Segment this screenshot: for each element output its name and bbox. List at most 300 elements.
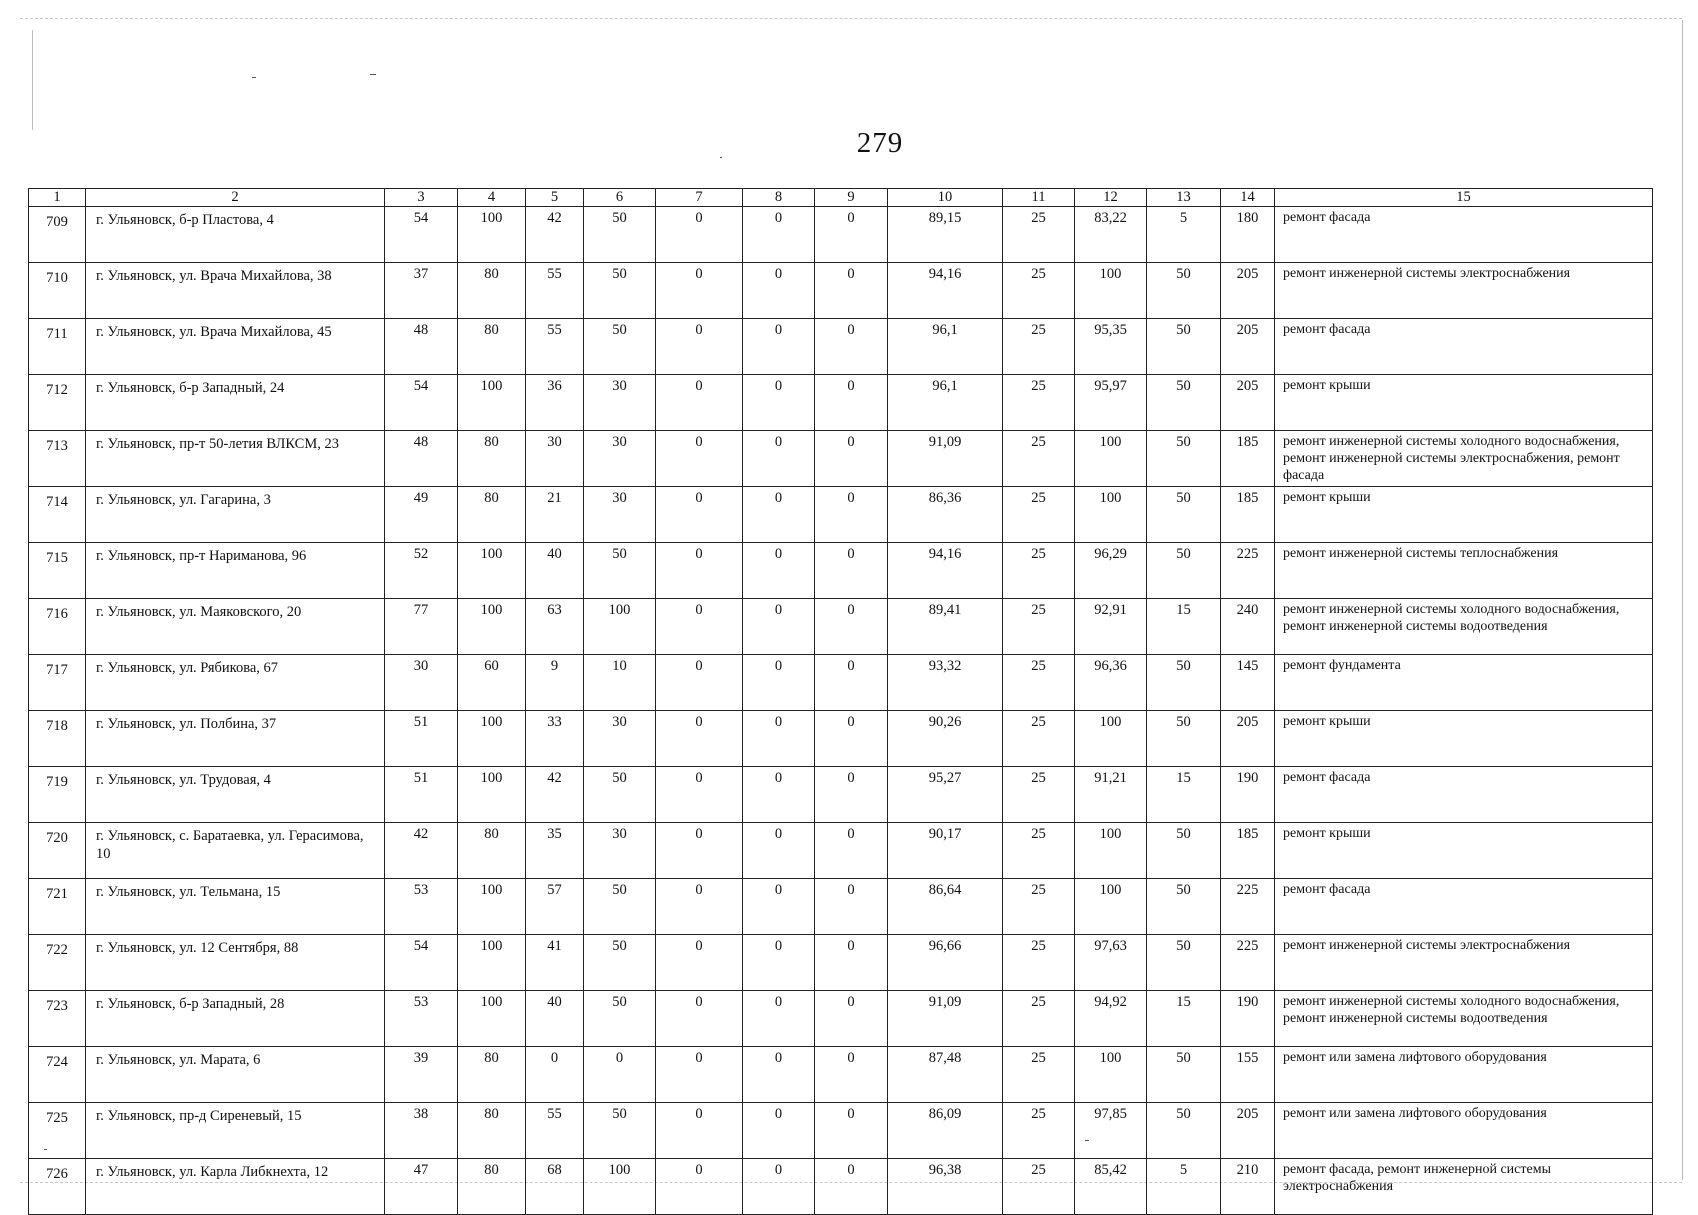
row-number-cell: 713 xyxy=(29,431,86,487)
value-cell-c6: 100 xyxy=(584,599,656,655)
column-header: 5 xyxy=(526,189,584,207)
value-cell-c14: 225 xyxy=(1221,935,1275,991)
value-cell-c11: 25 xyxy=(1003,655,1075,711)
work-type-cell: ремонт фасада xyxy=(1275,207,1653,263)
address-cell: г. Ульяновск, пр-т 50-летия ВЛКСМ, 23 xyxy=(86,431,385,487)
value-cell-c3: 47 xyxy=(385,1159,458,1215)
value-cell-c5: 9 xyxy=(526,655,584,711)
address-cell: г. Ульяновск, ул. Трудовая, 4 xyxy=(86,767,385,823)
value-cell-c14: 155 xyxy=(1221,1047,1275,1103)
value-cell-c10: 96,66 xyxy=(888,935,1003,991)
value-cell-c6: 50 xyxy=(584,263,656,319)
column-header: 13 xyxy=(1147,189,1221,207)
value-cell-c12: 83,22 xyxy=(1075,207,1147,263)
value-cell-c13: 50 xyxy=(1147,487,1221,543)
value-cell-c5: 33 xyxy=(526,711,584,767)
value-cell-c9: 0 xyxy=(815,1159,888,1215)
value-cell-c9: 0 xyxy=(815,319,888,375)
value-cell-c14: 225 xyxy=(1221,879,1275,935)
value-cell-c11: 25 xyxy=(1003,599,1075,655)
value-cell-c4: 80 xyxy=(458,1159,526,1215)
value-cell-c14: 180 xyxy=(1221,207,1275,263)
value-cell-c5: 55 xyxy=(526,1103,584,1159)
value-cell-c7: 0 xyxy=(656,207,743,263)
value-cell-c4: 80 xyxy=(458,1103,526,1159)
work-type-cell: ремонт фасада xyxy=(1275,879,1653,935)
value-cell-c8: 0 xyxy=(743,655,815,711)
value-cell-c14: 185 xyxy=(1221,431,1275,487)
value-cell-c8: 0 xyxy=(743,319,815,375)
table-row xyxy=(29,991,1653,1047)
value-cell-c5: 63 xyxy=(526,599,584,655)
page-number: 279 xyxy=(856,127,904,159)
value-cell-c13: 15 xyxy=(1147,991,1221,1047)
address-cell: г. Ульяновск, ул. Маяковского, 20 xyxy=(86,599,385,655)
value-cell-c9: 0 xyxy=(815,1047,888,1103)
address-cell: г. Ульяновск, ул. Карла Либкнехта, 12 xyxy=(86,1159,385,1215)
value-cell-c6: 30 xyxy=(584,823,656,879)
value-cell-c13: 5 xyxy=(1147,1159,1221,1215)
value-cell-c11: 25 xyxy=(1003,543,1075,599)
value-cell-c7: 0 xyxy=(656,263,743,319)
value-cell-c10: 86,36 xyxy=(888,487,1003,543)
value-cell-c14: 205 xyxy=(1221,711,1275,767)
value-cell-c6: 30 xyxy=(584,431,656,487)
address-cell: г. Ульяновск, ул. 12 Сентября, 88 xyxy=(86,935,385,991)
address-cell: г. Ульяновск, б-р Пластова, 4 xyxy=(86,207,385,263)
address-cell: г. Ульяновск, с. Баратаевка, ул. Герасимова, 10 xyxy=(86,823,385,879)
column-header: 4 xyxy=(458,189,526,207)
row-number-cell: 710 xyxy=(29,263,86,319)
value-cell-c13: 5 xyxy=(1147,207,1221,263)
value-cell-c3: 48 xyxy=(385,431,458,487)
data-table xyxy=(28,188,1653,1215)
value-cell-c9: 0 xyxy=(815,711,888,767)
row-number-cell: 725 xyxy=(29,1103,86,1159)
table-row xyxy=(29,263,1653,319)
value-cell-c5: 21 xyxy=(526,487,584,543)
value-cell-c11: 25 xyxy=(1003,375,1075,431)
value-cell-c12: 96,36 xyxy=(1075,655,1147,711)
value-cell-c13: 50 xyxy=(1147,935,1221,991)
value-cell-c7: 0 xyxy=(656,879,743,935)
scan-speck xyxy=(252,77,256,78)
value-cell-c6: 0 xyxy=(584,1047,656,1103)
value-cell-c8: 0 xyxy=(743,375,815,431)
value-cell-c11: 25 xyxy=(1003,711,1075,767)
value-cell-c10: 90,26 xyxy=(888,711,1003,767)
row-number-cell: 715 xyxy=(29,543,86,599)
table-row xyxy=(29,935,1653,991)
page-border-right xyxy=(1682,20,1683,1180)
row-number-cell: 721 xyxy=(29,879,86,935)
value-cell-c12: 96,29 xyxy=(1075,543,1147,599)
value-cell-c4: 100 xyxy=(458,935,526,991)
value-cell-c8: 0 xyxy=(743,879,815,935)
value-cell-c4: 100 xyxy=(458,543,526,599)
value-cell-c11: 25 xyxy=(1003,1103,1075,1159)
value-cell-c12: 95,97 xyxy=(1075,375,1147,431)
value-cell-c4: 100 xyxy=(458,375,526,431)
value-cell-c11: 25 xyxy=(1003,935,1075,991)
value-cell-c8: 0 xyxy=(743,991,815,1047)
value-cell-c8: 0 xyxy=(743,1159,815,1215)
value-cell-c14: 205 xyxy=(1221,375,1275,431)
column-header: 8 xyxy=(743,189,815,207)
table-row xyxy=(29,823,1653,879)
row-number-cell: 720 xyxy=(29,823,86,879)
value-cell-c8: 0 xyxy=(743,1103,815,1159)
value-cell-c12: 100 xyxy=(1075,1047,1147,1103)
value-cell-c14: 205 xyxy=(1221,263,1275,319)
value-cell-c7: 0 xyxy=(656,711,743,767)
column-header: 12 xyxy=(1075,189,1147,207)
value-cell-c14: 145 xyxy=(1221,655,1275,711)
work-type-cell: ремонт крыши xyxy=(1275,375,1653,431)
value-cell-c12: 97,85 xyxy=(1075,1103,1147,1159)
value-cell-c10: 95,27 xyxy=(888,767,1003,823)
column-header: 2 xyxy=(86,189,385,207)
value-cell-c3: 38 xyxy=(385,1103,458,1159)
scan-speck xyxy=(370,74,376,75)
value-cell-c3: 49 xyxy=(385,487,458,543)
value-cell-c3: 53 xyxy=(385,991,458,1047)
value-cell-c11: 25 xyxy=(1003,319,1075,375)
value-cell-c3: 54 xyxy=(385,935,458,991)
value-cell-c12: 97,63 xyxy=(1075,935,1147,991)
value-cell-c8: 0 xyxy=(743,543,815,599)
value-cell-c10: 93,32 xyxy=(888,655,1003,711)
value-cell-c7: 0 xyxy=(656,823,743,879)
value-cell-c5: 57 xyxy=(526,879,584,935)
value-cell-c5: 40 xyxy=(526,991,584,1047)
value-cell-c14: 205 xyxy=(1221,319,1275,375)
value-cell-c5: 35 xyxy=(526,823,584,879)
page-border-top xyxy=(20,18,1682,19)
value-cell-c6: 50 xyxy=(584,879,656,935)
address-cell: г. Ульяновск, ул. Полбина, 37 xyxy=(86,711,385,767)
value-cell-c14: 210 xyxy=(1221,1159,1275,1215)
work-type-cell: ремонт инженерной системы холодного водоснабжения, ремонт инженерной системы водоотведения xyxy=(1275,599,1653,655)
table-row xyxy=(29,1159,1653,1215)
work-type-cell: ремонт или замена лифтового оборудования xyxy=(1275,1047,1653,1103)
work-type-cell: ремонт крыши xyxy=(1275,487,1653,543)
value-cell-c6: 50 xyxy=(584,319,656,375)
value-cell-c14: 225 xyxy=(1221,543,1275,599)
value-cell-c9: 0 xyxy=(815,431,888,487)
value-cell-c11: 25 xyxy=(1003,991,1075,1047)
value-cell-c9: 0 xyxy=(815,991,888,1047)
value-cell-c14: 205 xyxy=(1221,1103,1275,1159)
value-cell-c13: 15 xyxy=(1147,767,1221,823)
value-cell-c9: 0 xyxy=(815,375,888,431)
row-number-cell: 716 xyxy=(29,599,86,655)
page-border-left xyxy=(32,30,33,130)
value-cell-c10: 96,1 xyxy=(888,375,1003,431)
value-cell-c9: 0 xyxy=(815,655,888,711)
column-header: 9 xyxy=(815,189,888,207)
table-header-row xyxy=(29,189,1653,207)
value-cell-c13: 50 xyxy=(1147,263,1221,319)
value-cell-c4: 100 xyxy=(458,991,526,1047)
value-cell-c13: 50 xyxy=(1147,543,1221,599)
value-cell-c4: 100 xyxy=(458,879,526,935)
value-cell-c3: 42 xyxy=(385,823,458,879)
value-cell-c7: 0 xyxy=(656,1159,743,1215)
value-cell-c10: 94,16 xyxy=(888,543,1003,599)
table-row xyxy=(29,1103,1653,1159)
value-cell-c9: 0 xyxy=(815,207,888,263)
address-cell: г. Ульяновск, пр-д Сиреневый, 15 xyxy=(86,1103,385,1159)
value-cell-c12: 100 xyxy=(1075,711,1147,767)
value-cell-c10: 89,41 xyxy=(888,599,1003,655)
value-cell-c3: 39 xyxy=(385,1047,458,1103)
address-cell: г. Ульяновск, ул. Марата, 6 xyxy=(86,1047,385,1103)
value-cell-c7: 0 xyxy=(656,375,743,431)
value-cell-c6: 50 xyxy=(584,1103,656,1159)
value-cell-c4: 100 xyxy=(458,711,526,767)
value-cell-c10: 89,15 xyxy=(888,207,1003,263)
value-cell-c12: 94,92 xyxy=(1075,991,1147,1047)
row-number-cell: 712 xyxy=(29,375,86,431)
address-cell: г. Ульяновск, б-р Западный, 28 xyxy=(86,991,385,1047)
value-cell-c3: 52 xyxy=(385,543,458,599)
value-cell-c13: 50 xyxy=(1147,1047,1221,1103)
value-cell-c3: 48 xyxy=(385,319,458,375)
table-row xyxy=(29,599,1653,655)
table-row xyxy=(29,655,1653,711)
value-cell-c13: 50 xyxy=(1147,711,1221,767)
value-cell-c6: 50 xyxy=(584,767,656,823)
column-header: 6 xyxy=(584,189,656,207)
value-cell-c3: 54 xyxy=(385,207,458,263)
value-cell-c5: 41 xyxy=(526,935,584,991)
value-cell-c6: 50 xyxy=(584,207,656,263)
value-cell-c4: 80 xyxy=(458,319,526,375)
value-cell-c8: 0 xyxy=(743,1047,815,1103)
value-cell-c13: 50 xyxy=(1147,823,1221,879)
value-cell-c3: 51 xyxy=(385,711,458,767)
column-header: 11 xyxy=(1003,189,1075,207)
value-cell-c4: 80 xyxy=(458,431,526,487)
row-number-cell: 714 xyxy=(29,487,86,543)
value-cell-c5: 40 xyxy=(526,543,584,599)
value-cell-c4: 100 xyxy=(458,207,526,263)
value-cell-c3: 51 xyxy=(385,767,458,823)
value-cell-c11: 25 xyxy=(1003,1047,1075,1103)
value-cell-c5: 42 xyxy=(526,767,584,823)
value-cell-c12: 92,91 xyxy=(1075,599,1147,655)
table-row xyxy=(29,487,1653,543)
work-type-cell: ремонт фундамента xyxy=(1275,655,1653,711)
value-cell-c12: 95,35 xyxy=(1075,319,1147,375)
value-cell-c5: 0 xyxy=(526,1047,584,1103)
value-cell-c9: 0 xyxy=(815,599,888,655)
row-number-cell: 717 xyxy=(29,655,86,711)
value-cell-c5: 55 xyxy=(526,263,584,319)
value-cell-c11: 25 xyxy=(1003,207,1075,263)
value-cell-c3: 53 xyxy=(385,879,458,935)
value-cell-c8: 0 xyxy=(743,767,815,823)
value-cell-c13: 50 xyxy=(1147,375,1221,431)
column-header: 15 xyxy=(1275,189,1653,207)
value-cell-c8: 0 xyxy=(743,431,815,487)
table-row xyxy=(29,879,1653,935)
row-number-cell: 724 xyxy=(29,1047,86,1103)
value-cell-c6: 100 xyxy=(584,1159,656,1215)
row-number-cell: 709 xyxy=(29,207,86,263)
value-cell-c4: 60 xyxy=(458,655,526,711)
row-number-cell: 726 xyxy=(29,1159,86,1215)
value-cell-c10: 90,17 xyxy=(888,823,1003,879)
row-number-cell: 722 xyxy=(29,935,86,991)
address-cell: г. Ульяновск, пр-т Нариманова, 96 xyxy=(86,543,385,599)
value-cell-c12: 100 xyxy=(1075,823,1147,879)
table-row xyxy=(29,375,1653,431)
value-cell-c10: 87,48 xyxy=(888,1047,1003,1103)
value-cell-c11: 25 xyxy=(1003,767,1075,823)
value-cell-c13: 50 xyxy=(1147,431,1221,487)
value-cell-c8: 0 xyxy=(743,263,815,319)
value-cell-c5: 68 xyxy=(526,1159,584,1215)
value-cell-c10: 91,09 xyxy=(888,991,1003,1047)
value-cell-c6: 50 xyxy=(584,543,656,599)
work-type-cell: ремонт крыши xyxy=(1275,823,1653,879)
value-cell-c7: 0 xyxy=(656,599,743,655)
value-cell-c11: 25 xyxy=(1003,879,1075,935)
column-header: 3 xyxy=(385,189,458,207)
value-cell-c4: 80 xyxy=(458,487,526,543)
address-cell: г. Ульяновск, ул. Врача Михайлова, 38 xyxy=(86,263,385,319)
value-cell-c9: 0 xyxy=(815,935,888,991)
table-row xyxy=(29,711,1653,767)
value-cell-c10: 96,1 xyxy=(888,319,1003,375)
value-cell-c12: 100 xyxy=(1075,263,1147,319)
value-cell-c9: 0 xyxy=(815,1103,888,1159)
value-cell-c10: 86,09 xyxy=(888,1103,1003,1159)
value-cell-c14: 240 xyxy=(1221,599,1275,655)
value-cell-c10: 86,64 xyxy=(888,879,1003,935)
value-cell-c14: 190 xyxy=(1221,991,1275,1047)
value-cell-c10: 91,09 xyxy=(888,431,1003,487)
value-cell-c10: 94,16 xyxy=(888,263,1003,319)
value-cell-c12: 100 xyxy=(1075,487,1147,543)
work-type-cell: ремонт крыши xyxy=(1275,711,1653,767)
value-cell-c6: 10 xyxy=(584,655,656,711)
table-row xyxy=(29,767,1653,823)
value-cell-c9: 0 xyxy=(815,879,888,935)
value-cell-c5: 30 xyxy=(526,431,584,487)
work-type-cell: ремонт инженерной системы электроснабжения xyxy=(1275,935,1653,991)
value-cell-c5: 36 xyxy=(526,375,584,431)
value-cell-c3: 30 xyxy=(385,655,458,711)
value-cell-c9: 0 xyxy=(815,543,888,599)
work-type-cell: ремонт фасада xyxy=(1275,319,1653,375)
value-cell-c11: 25 xyxy=(1003,431,1075,487)
value-cell-c3: 37 xyxy=(385,263,458,319)
value-cell-c9: 0 xyxy=(815,767,888,823)
work-type-cell: ремонт инженерной системы холодного водоснабжения, ремонт инженерной системы водоотведения xyxy=(1275,991,1653,1047)
value-cell-c7: 0 xyxy=(656,1047,743,1103)
value-cell-c10: 96,38 xyxy=(888,1159,1003,1215)
value-cell-c13: 50 xyxy=(1147,319,1221,375)
table-body xyxy=(29,207,1653,1215)
value-cell-c14: 190 xyxy=(1221,767,1275,823)
value-cell-c11: 25 xyxy=(1003,487,1075,543)
table-row xyxy=(29,207,1653,263)
work-type-cell: ремонт фасада, ремонт инженерной системы электроснабжения xyxy=(1275,1159,1653,1215)
row-number-cell: 719 xyxy=(29,767,86,823)
value-cell-c12: 91,21 xyxy=(1075,767,1147,823)
value-cell-c4: 80 xyxy=(458,823,526,879)
value-cell-c6: 50 xyxy=(584,935,656,991)
value-cell-c5: 42 xyxy=(526,207,584,263)
address-cell: г. Ульяновск, б-р Западный, 24 xyxy=(86,375,385,431)
column-header: 7 xyxy=(656,189,743,207)
address-cell: г. Ульяновск, ул. Тельмана, 15 xyxy=(86,879,385,935)
table-row xyxy=(29,543,1653,599)
value-cell-c8: 0 xyxy=(743,207,815,263)
column-header: 1 xyxy=(29,189,86,207)
value-cell-c7: 0 xyxy=(656,655,743,711)
work-type-cell: ремонт инженерной системы холодного водоснабжения, ремонт инженерной системы электроснабжения, ремонт фасада xyxy=(1275,431,1653,487)
value-cell-c8: 0 xyxy=(743,711,815,767)
value-cell-c4: 100 xyxy=(458,599,526,655)
value-cell-c13: 50 xyxy=(1147,879,1221,935)
value-cell-c7: 0 xyxy=(656,543,743,599)
table-row xyxy=(29,431,1653,487)
value-cell-c9: 0 xyxy=(815,487,888,543)
work-type-cell: ремонт фасада xyxy=(1275,767,1653,823)
value-cell-c7: 0 xyxy=(656,319,743,375)
row-number-cell: 723 xyxy=(29,991,86,1047)
value-cell-c14: 185 xyxy=(1221,487,1275,543)
value-cell-c8: 0 xyxy=(743,823,815,879)
value-cell-c12: 100 xyxy=(1075,879,1147,935)
column-header: 14 xyxy=(1221,189,1275,207)
value-cell-c6: 30 xyxy=(584,375,656,431)
value-cell-c12: 100 xyxy=(1075,431,1147,487)
address-cell: г. Ульяновск, ул. Врача Михайлова, 45 xyxy=(86,319,385,375)
value-cell-c6: 30 xyxy=(584,711,656,767)
value-cell-c5: 55 xyxy=(526,319,584,375)
work-type-cell: ремонт или замена лифтового оборудования xyxy=(1275,1103,1653,1159)
table-row xyxy=(29,319,1653,375)
value-cell-c8: 0 xyxy=(743,487,815,543)
table-row xyxy=(29,1047,1653,1103)
value-cell-c6: 30 xyxy=(584,487,656,543)
value-cell-c4: 80 xyxy=(458,1047,526,1103)
value-cell-c7: 0 xyxy=(656,487,743,543)
value-cell-c11: 25 xyxy=(1003,263,1075,319)
value-cell-c9: 0 xyxy=(815,823,888,879)
address-cell: г. Ульяновск, ул. Гагарина, 3 xyxy=(86,487,385,543)
value-cell-c14: 185 xyxy=(1221,823,1275,879)
work-type-cell: ремонт инженерной системы теплоснабжения xyxy=(1275,543,1653,599)
address-cell: г. Ульяновск, ул. Рябикова, 67 xyxy=(86,655,385,711)
value-cell-c7: 0 xyxy=(656,767,743,823)
value-cell-c11: 25 xyxy=(1003,1159,1075,1215)
value-cell-c8: 0 xyxy=(743,599,815,655)
row-number-cell: 718 xyxy=(29,711,86,767)
value-cell-c11: 25 xyxy=(1003,823,1075,879)
value-cell-c3: 77 xyxy=(385,599,458,655)
value-cell-c13: 50 xyxy=(1147,1103,1221,1159)
work-type-cell: ремонт инженерной системы электроснабжения xyxy=(1275,263,1653,319)
value-cell-c3: 54 xyxy=(385,375,458,431)
value-cell-c13: 15 xyxy=(1147,599,1221,655)
value-cell-c7: 0 xyxy=(656,991,743,1047)
